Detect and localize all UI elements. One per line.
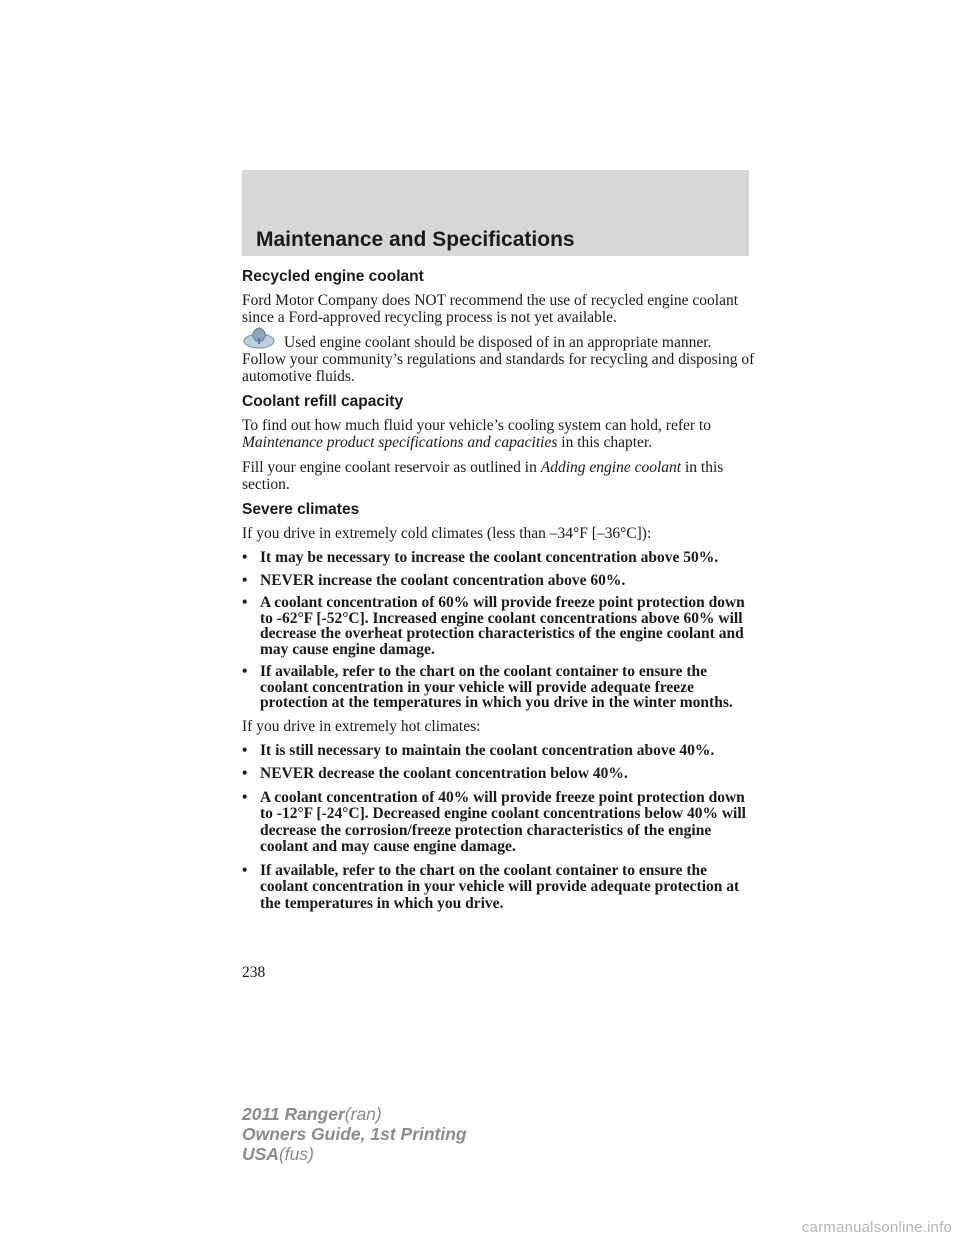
list-item: [242, 863, 757, 913]
reference-adding-coolant: Adding engine coolant: [540, 459, 682, 476]
page-number: 238: [242, 964, 266, 981]
bullet: •: [242, 788, 248, 806]
hot-climate-list: [242, 743, 757, 913]
page-content: [242, 268, 757, 919]
environment-note: [242, 334, 757, 385]
list-item-text: A coolant concentration of 60% will provide freeze point protection down to -62°F [-52°C]. Increased engine coolant concentrations above 60% will decrease the overheat protection characteristics of the engine coolant and may cause engine damage.: [260, 594, 745, 658]
footer-printing: Owners Guide, 1st Printing: [242, 1124, 467, 1144]
bullet: •: [242, 571, 248, 589]
footer-line-printing: [242, 1124, 467, 1144]
list-item: [242, 550, 757, 566]
paragraph-cold-intro: If you drive in extremely cold climates (less than –34°F [–36°C]):: [242, 525, 652, 542]
recycle-tree-icon: [242, 326, 276, 350]
list-item-text: A coolant concentration of 40% will provide freeze point protection down to -12°F [-24°C]. Decreased engine coolant concentrations below 40% will decrease the corrosion/freeze protection characteristics of the engine coolant and may cause engine damage.: [260, 788, 746, 855]
footer-model: 2011 Ranger: [242, 1104, 345, 1124]
list-item-text: NEVER decrease the coolant concentration below 40%.: [260, 765, 628, 782]
reference-specifications: Maintenance product specifications and capacities: [242, 434, 558, 451]
heading-recycled-coolant: Recycled engine coolant: [242, 268, 424, 285]
text: To find out how much fluid your vehicle’s cooling system can hold, refer to: [242, 417, 711, 434]
list-item: [242, 595, 757, 657]
footer-line-model: [242, 1104, 467, 1124]
list-item-text: If available, refer to the chart on the coolant container to ensure the coolant concentration in your vehicle will provide adequate protection at the temperatures in which you drive.: [260, 861, 740, 912]
footer-line-market: [242, 1144, 467, 1164]
bullet: •: [242, 741, 248, 759]
bullet: •: [242, 663, 248, 680]
footer-market-code: (fus): [278, 1144, 314, 1164]
environment-note-text: Used engine coolant should be disposed of in an appropriate manner. Follow your community’s regulations and standards for recycling and disposing of automotive fluids.: [242, 334, 755, 385]
footer-model-code: (ran): [344, 1104, 382, 1124]
list-item-text: It may be necessary to increase the coolant concentration above 50%.: [260, 549, 719, 566]
cold-climate-list: [242, 550, 757, 711]
page-title: Maintenance and Specifications: [256, 228, 575, 251]
paragraph-hot-intro: If you drive in extremely hot climates:: [242, 717, 481, 735]
bullet: •: [242, 765, 248, 782]
heading-refill-capacity: Coolant refill capacity: [242, 393, 404, 410]
paragraph-fill-reservoir: [242, 459, 757, 493]
list-item-text: It is still necessary to maintain the coolant concentration above 40%.: [260, 741, 715, 759]
list-item: [242, 766, 757, 783]
list-item-text: If available, refer to the chart on the coolant container to ensure the coolant concentration in your vehicle will provide adequate freeze protection at the temperatures in which you drive in the winter months.: [260, 663, 733, 711]
heading-severe-climates: Severe climates: [242, 501, 360, 518]
text: Fill your engine coolant reservoir as outlined in: [242, 459, 541, 476]
bullet: •: [242, 861, 248, 879]
text: in this chapter.: [557, 434, 653, 451]
paragraph-recycled-coolant: Ford Motor Company does NOT recommend the use of recycled engine coolant since a Ford-approved recycling process is not yet available.: [242, 292, 739, 326]
list-item: [242, 743, 757, 760]
text: in this section.: [242, 459, 724, 493]
bullet: •: [242, 549, 248, 566]
watermark: carmanualsonline.info: [801, 1219, 952, 1236]
list-item: [242, 790, 757, 856]
bullet: •: [242, 594, 248, 611]
list-item: [242, 664, 757, 711]
list-item-text: NEVER increase the coolant concentration above 60%.: [260, 571, 626, 589]
paragraph-refill-capacity: [242, 417, 757, 451]
list-item: [242, 573, 757, 589]
print-footer: [242, 1104, 467, 1164]
footer-market: USA: [242, 1144, 279, 1164]
